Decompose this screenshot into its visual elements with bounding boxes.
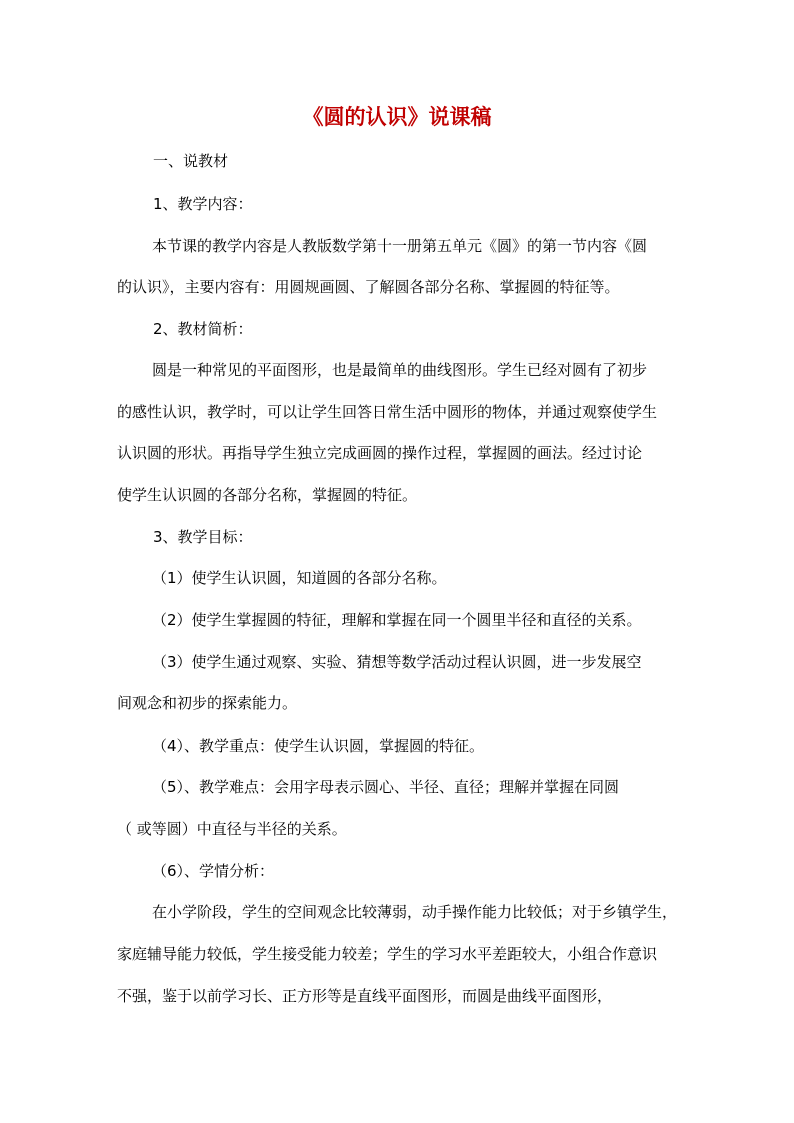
paragraph-line: 认识圆的形状。再指导学生独立完成画圆的操作过程，掌握圆的画法。经过讨论	[117, 444, 643, 462]
document-title: 《圆的认识》说课稿	[302, 104, 492, 129]
paragraph-line: 使学生认识圆的各部分名称，掌握圆的特征。	[117, 486, 418, 504]
list-item: （3）使学生通过观察、实验、猜想等数学活动过程认识圆，进一步发展空	[152, 653, 642, 671]
list-item: （5）、教学难点：会用字母表示圆心、半径、直径；理解并掌握在同圆	[152, 778, 620, 796]
list-item-continuation: 间观念和初步的探索能力。	[117, 694, 298, 712]
section-heading: 一、说教材	[153, 152, 229, 170]
paragraph-line: 的认识》，主要内容有：用圆规画圆、了解圆各部分名称、掌握圆的特征等。	[117, 278, 620, 296]
subsection-heading: 3、教学目标：	[153, 528, 253, 546]
list-item-continuation: （ 或等圆）中直径与半径的关系。	[117, 820, 347, 838]
paragraph-line: 不强，鉴于以前学习长、正方形等是直线平面图形，而圆是曲线平面图形，	[117, 987, 613, 1005]
paragraph-line: 本节课的教学内容是人教版数学第十一册第五单元《圆》的第一节内容《圆	[152, 237, 648, 255]
paragraph-line: 家庭辅导能力较低，学生接受能力较差；学生的学习水平差距较大，小组合作意识	[117, 945, 658, 963]
list-item: （4）、教学重点：使学生认识圆，掌握圆的特征。	[152, 737, 485, 755]
paragraph-line: 的感性认识，教学时，可以让学生回答日常生活中圆形的物体，并通过观察使学生	[117, 403, 658, 421]
subsection-heading: 1、教学内容：	[153, 195, 253, 213]
list-item: （1）使学生认识圆，知道圆的各部分名称。	[152, 569, 447, 587]
list-item: （2）使学生掌握圆的特征，理解和掌握在同一个圆里半径和直径的关系。	[152, 611, 642, 629]
list-item: （6）、学情分析：	[152, 862, 275, 880]
paragraph-line: 在小学阶段，学生的空间观念比较薄弱，动手操作能力比较低；对于乡镇学生，	[152, 903, 678, 921]
subsection-heading: 2、教材简析：	[153, 320, 253, 338]
paragraph-line: 圆是一种常见的平面图形，也是最简单的曲线图形。学生已经对圆有了初步	[152, 361, 648, 379]
